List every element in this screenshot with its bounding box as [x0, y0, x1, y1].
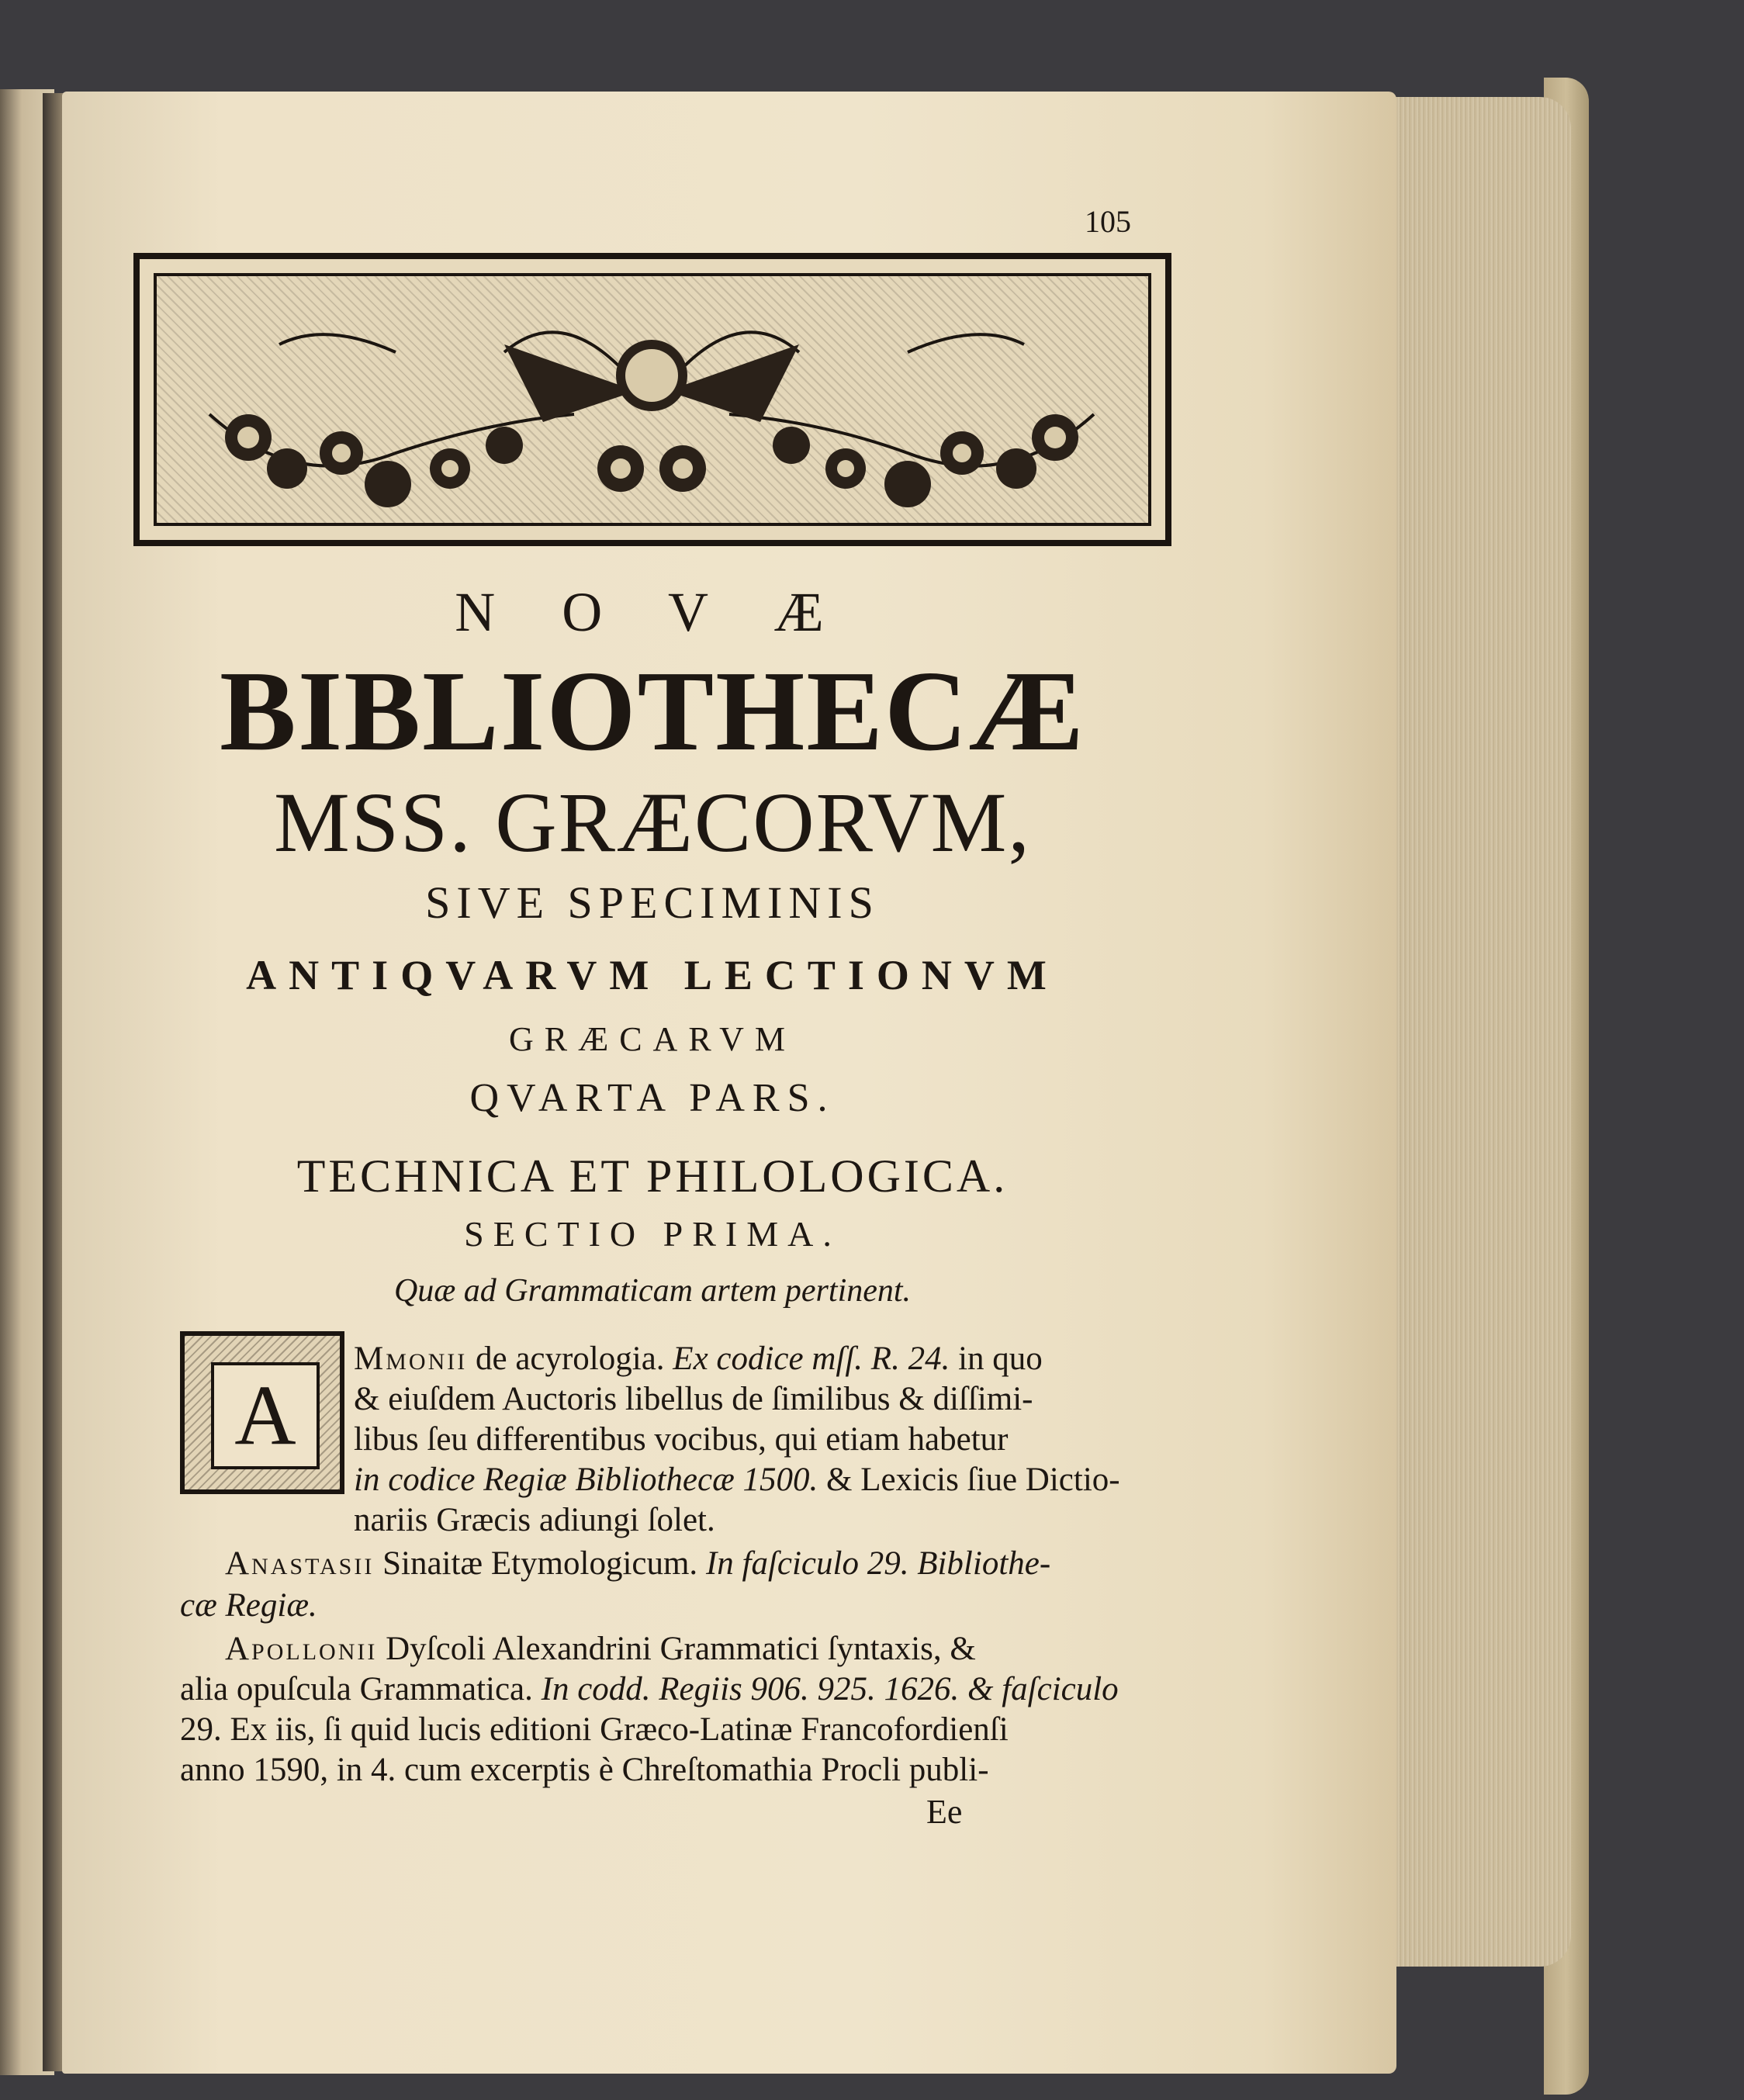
manuscript-reference: In codd. Regiis 906. 925. 1626. & faſciculo	[541, 1671, 1119, 1707]
author-name-apollonius: Apollonii	[225, 1631, 378, 1667]
text-run: Dyſcoli Alexandrini Grammatici ſyntaxis, &	[377, 1631, 976, 1667]
drop-cap-letter: A	[211, 1362, 320, 1469]
title-quarta-pars: QVARTA PARS.	[469, 1076, 836, 1120]
text-run: de acyrologia.	[467, 1341, 673, 1377]
title-graecarum: GRÆCARVM	[508, 1020, 797, 1058]
page-number: 105	[1085, 204, 1131, 239]
text-run: & Lexicis ſiue Dictio-	[818, 1462, 1120, 1498]
entry-ammonius-line-3: libus ſeu differentibus vocibus, qui etiam habetur	[354, 1421, 1009, 1458]
title-sive-speciminis: SIVE SPECIMINIS	[425, 877, 880, 928]
author-name-anastasius: Anastasii	[225, 1545, 375, 1582]
manuscript-reference: Ex codice mſſ. R. 24.	[673, 1341, 950, 1377]
entry-ammonius-line-5: nariis Græcis adiungi ſolet.	[354, 1502, 715, 1538]
entry-apollonius-line-1	[225, 1629, 976, 1669]
entry-ammonius-line-2: & eiuſdem Auctoris libellus de ſimilibus & diſſimi-	[354, 1381, 1033, 1417]
catchword: Ee	[926, 1793, 963, 1831]
title-bibliothecae: BIBLIOTHECÆ	[220, 648, 1085, 775]
text-run: in quo	[950, 1341, 1043, 1377]
author-name-ammonius: Mmonii	[354, 1341, 468, 1377]
title-mss-graecorum: MSS. GRÆCORVM,	[274, 775, 1031, 870]
entry-ammonius-line-1	[354, 1339, 1043, 1379]
cherub-garland-illustration	[140, 259, 1165, 540]
text-run: alia opuſcula Grammatica.	[180, 1671, 542, 1707]
entry-apollonius-line-4: anno 1590, in 4. cum excerptis è Chreſtomathia Procli publi-	[180, 1752, 989, 1788]
title-antiquarum-lectionum: ANTIQVARVM LECTIONVM	[246, 952, 1059, 998]
entry-anastasius-line-1	[225, 1544, 1050, 1584]
title-novae: N O V Æ	[455, 581, 850, 643]
decorative-headpiece	[133, 253, 1171, 546]
title-technica-et-philologica: TECHNICA ET PHILOLOGICA.	[296, 1150, 1009, 1202]
manuscript-reference: in codice Regiæ Bibliothecæ 1500.	[354, 1462, 818, 1498]
entry-apollonius-line-3: 29. Ex iis, ſi quid lucis editioni Græco-Latinæ Francofordienſi	[180, 1711, 1009, 1748]
drop-cap-frame	[180, 1331, 344, 1494]
section-subtitle: Quæ ad Grammaticam artem pertinent.	[393, 1273, 912, 1309]
entry-anastasius-line-2	[180, 1586, 317, 1626]
entry-ammonius-line-4	[354, 1460, 1120, 1500]
title-sectio-prima: SECTIO PRIMA.	[464, 1214, 841, 1254]
manuscript-reference: cæ Regiæ.	[180, 1587, 317, 1624]
text-run: Sinaitæ Etymologicum.	[374, 1545, 706, 1582]
entry-apollonius-line-2	[180, 1669, 1119, 1710]
manuscript-reference: In faſciculo 29. Bibliothe-	[705, 1545, 1051, 1582]
